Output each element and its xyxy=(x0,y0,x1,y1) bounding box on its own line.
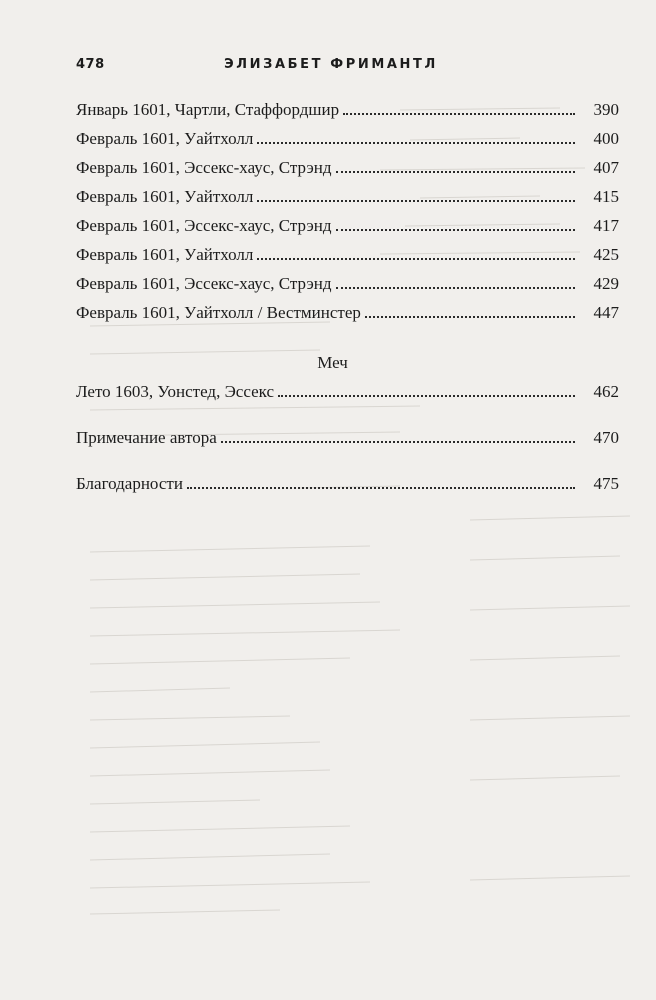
running-head-author: ЭЛИЗАБЕТ ФРИМАНТЛ xyxy=(224,57,438,72)
spacer xyxy=(76,406,619,423)
toc-entry xyxy=(76,153,619,182)
toc-entry-page: 447 xyxy=(593,303,619,322)
toc-entry-title: Лето 1603, Уонстед, Эссекс xyxy=(76,382,275,401)
toc-entry xyxy=(76,269,619,298)
toc-entry xyxy=(76,240,619,269)
toc-entry xyxy=(76,469,619,498)
toc-entry-title: Февраль 1601, Эссекс-хаус, Стрэнд xyxy=(76,216,332,235)
toc-entry-title: Февраль 1601, Уайтхолл xyxy=(76,187,254,206)
dot-leader xyxy=(278,395,575,397)
toc-entry-page: 475 xyxy=(593,474,619,493)
toc-entry-page: 415 xyxy=(593,187,619,206)
toc-entry-page: 400 xyxy=(593,129,619,148)
toc-entry-page: 390 xyxy=(593,100,619,119)
dot-leader xyxy=(187,487,575,489)
toc-entry-title: Февраль 1601, Уайтхолл xyxy=(76,129,254,148)
dot-leader xyxy=(336,287,575,289)
dot-leader xyxy=(336,229,575,231)
toc-entry xyxy=(76,377,619,406)
dot-leader xyxy=(257,200,575,202)
page-header xyxy=(76,57,586,79)
toc-entry-title: Февраль 1601, Эссекс-хаус, Стрэнд xyxy=(76,274,332,293)
toc-entry xyxy=(76,95,619,124)
toc-entry-title: Февраль 1601, Эссекс-хаус, Стрэнд xyxy=(76,158,332,177)
dot-leader xyxy=(257,258,575,260)
toc-entry xyxy=(76,298,619,327)
dot-leader xyxy=(365,316,575,318)
toc-entry-page: 417 xyxy=(593,216,619,235)
toc-entry xyxy=(76,124,619,153)
toc-entry-page: 470 xyxy=(593,428,619,447)
toc-entry-title: Февраль 1601, Уайтхолл / Вестминстер xyxy=(76,303,361,322)
page-number: 478 xyxy=(76,57,105,72)
dot-leader xyxy=(336,171,575,173)
toc-entry-page: 407 xyxy=(593,158,619,177)
toc-entry-page: 462 xyxy=(593,382,619,401)
toc-entry-title: Благодарности xyxy=(76,474,183,493)
dot-leader xyxy=(221,441,575,443)
toc-entry-title: Январь 1601, Чартли, Стаффордшир xyxy=(76,100,340,119)
toc-entry xyxy=(76,182,619,211)
toc-entry xyxy=(76,211,619,240)
toc-entry-page: 429 xyxy=(593,274,619,293)
toc-entry xyxy=(76,423,619,452)
spacer xyxy=(76,452,619,469)
toc-entry-title: Февраль 1601, Уайтхолл xyxy=(76,245,254,264)
table-of-contents xyxy=(76,95,619,498)
dot-leader xyxy=(343,113,575,115)
dot-leader xyxy=(257,142,575,144)
toc-entry-page: 425 xyxy=(593,245,619,264)
section-heading: Меч xyxy=(317,353,348,372)
toc-entry-title: Примечание автора xyxy=(76,428,217,447)
